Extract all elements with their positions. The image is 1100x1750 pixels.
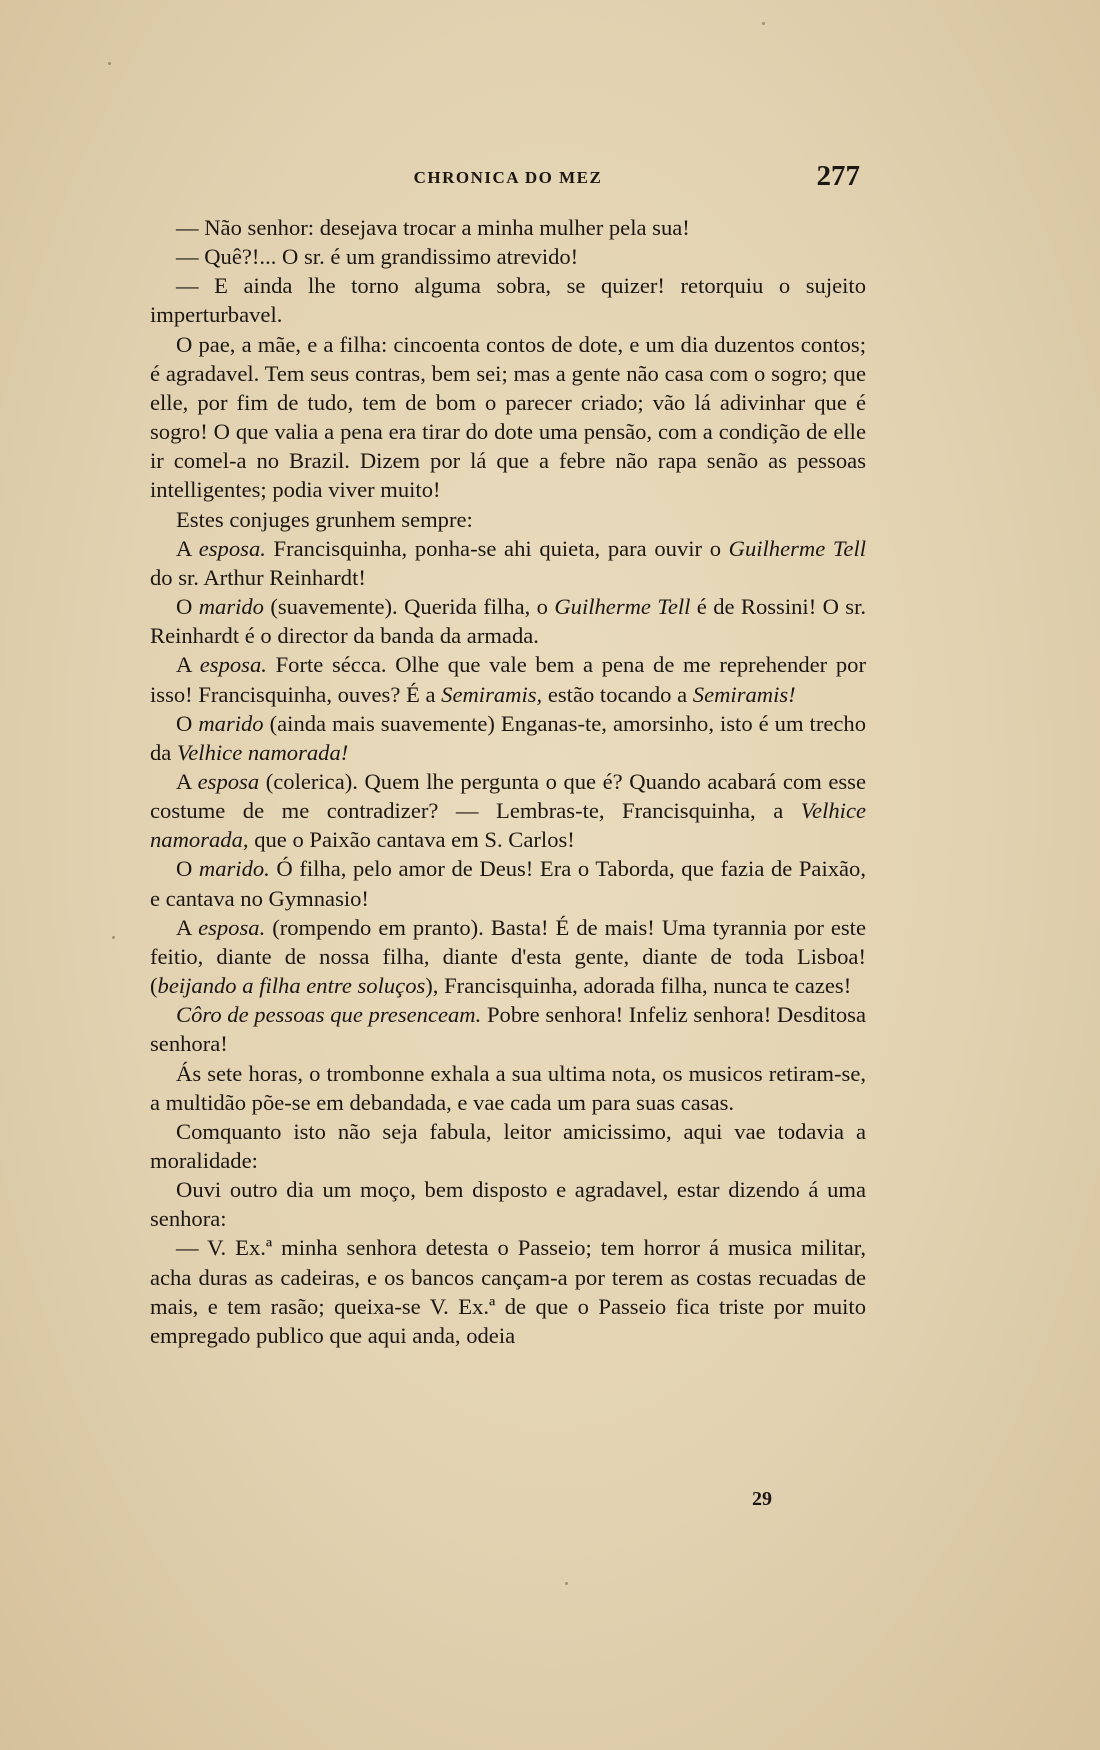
italic-text: beijando a filha entre soluços: [157, 973, 426, 999]
text-run: — Quê?!... O sr. é um grandissimo atrevido!: [176, 244, 579, 270]
paragraph: [150, 1059, 866, 1117]
text-run: Forte sécca. Olhe que vale bem a pena de me reprehender por isso! Francisquinha, ouves? É a: [150, 652, 867, 707]
text-run: (rompendo em pranto). Basta! É de mais! Uma tyrannia por este feitio, diante de nossa filha, diante d'esta gente, diante de toda Lisboa! (: [150, 914, 866, 999]
text-run: ), Francisquinha, adorada filha, nunca te cazes!: [425, 973, 852, 999]
text-run: A: [176, 652, 200, 678]
body-text: [150, 213, 866, 1350]
italic-text: esposa.: [198, 914, 266, 940]
italic-text: marido: [198, 710, 264, 736]
italic-text: Velhice namorada!: [176, 739, 349, 765]
text-run: — V. Ex.ª minha senhora detesta o Passeio; tem horror á musica militar, acha duras as cadeiras, e os bancos cançam-a por terem as costas recuadas de mais, e tem rasão; queixa-se V. Ex.ª de que o Passeio fica triste por muito empregado publico que aqui anda, odeia: [150, 1235, 866, 1348]
italic-text: Semiramis!: [692, 681, 796, 707]
text-run: Francisquinha, ponha-se ahi quieta, para ouvir o: [265, 535, 729, 561]
paragraph: [150, 534, 866, 592]
text-run: Pobre senhora! Infeliz senhora! Desditosa senhora!: [150, 1002, 867, 1057]
italic-text: Guilherme Tell: [554, 594, 691, 620]
italic-text: Guilherme Tell: [728, 535, 866, 561]
paragraph: [150, 1117, 866, 1175]
text-run: — Não senhor: desejava trocar a minha mulher pela sua!: [176, 215, 690, 240]
text-run: (suavemente). Querida filha, o: [263, 594, 555, 620]
text-run: Ó filha, pelo amor de Deus! Era o Taborda, que fazia de Paixão, e cantava no Gymnasio!: [150, 856, 866, 911]
paragraph: [150, 767, 866, 854]
text-run: O: [176, 856, 199, 882]
paragraph: [150, 854, 866, 912]
text-run: Ouvi outro dia um moço, bem disposto e agradavel, estar dizendo á uma senhora:: [150, 1177, 866, 1232]
text-run: — E ainda lhe torno alguma sobra, se quizer! retorquiu o sujeito imperturbavel.: [150, 273, 866, 328]
text-run: A: [176, 768, 198, 794]
paragraph: [150, 330, 866, 505]
italic-text: Velhice namorada,: [150, 798, 866, 853]
paragraph: [150, 592, 866, 650]
paper-speck: [108, 62, 111, 65]
italic-text: marido.: [198, 856, 270, 882]
text-run: O pae, a mãe, e a filha: cincoenta contos de dote, e um dia duzentos contos; é agradavel. Tem seus contras, bem sei; mas a gente não casa com o sogro; que elle, por fim de tudo, tem de bom o parecer criado; vão lá adivinhar que é sogro! O que valia a pena era tirar do dote uma pensão, com a condição de elle ir comel-a no Brazil. Dizem por lá que a febre não rapa senão as pessoas intelligentes; podia viver muito!: [150, 331, 866, 503]
paragraph: [150, 242, 866, 271]
italic-text: Semiramis,: [441, 681, 543, 707]
text-run: Comquanto isto não seja fabula, leitor amicissimo, aqui vae todavia a moralidade:: [150, 1118, 866, 1173]
italic-text: esposa.: [198, 535, 266, 561]
text-run: (ainda mais suavemente) Enganas-te, amorsinho, isto é um trecho da: [150, 710, 866, 765]
paragraph: [150, 913, 866, 1000]
text-run: é de Rossini! O sr. Reinhardt é o director da banda da armada.: [150, 594, 867, 649]
text-run: que o Paixão cantava em S. Carlos!: [248, 827, 575, 853]
italic-text: Côro de pessoas que presenceam.: [176, 1002, 482, 1028]
italic-text: marido: [198, 594, 264, 620]
paper-speck: [565, 1582, 568, 1585]
text-run: do sr. Arthur Reinhardt!: [150, 564, 366, 590]
paragraph: [150, 271, 866, 329]
text-run: Estes conjuges grunhem sempre:: [176, 506, 473, 532]
text-run: Ás sete horas, o trombonne exhala a sua ultima nota, os musicos retiram-se, a multidão põe-se em debandada, e vae cada um para suas casas.: [150, 1060, 866, 1115]
page-number: 277: [816, 160, 860, 192]
paragraph: [150, 650, 866, 708]
text-run: A: [176, 535, 199, 561]
page-header: [150, 160, 866, 200]
paper-speck: [112, 936, 115, 939]
paper-speck: [762, 22, 765, 25]
text-run: estão tocando a: [542, 681, 693, 707]
paragraph: [150, 213, 866, 242]
text-run: O: [176, 710, 199, 736]
paragraph: [150, 505, 866, 534]
paragraph: [150, 1233, 866, 1350]
text-run: A: [176, 914, 199, 940]
text-run: (colerica). Quem lhe pergunta o que é? Quando acabará com esse costume de me contradizer? — Lembras-te, Francisquinha, a: [150, 768, 866, 824]
paragraph: [150, 1175, 866, 1233]
paragraph: [150, 1000, 866, 1058]
italic-text: esposa.: [199, 652, 267, 678]
italic-text: esposa: [197, 768, 260, 794]
running-head: CHRONICA DO MEZ: [413, 168, 603, 187]
signature-mark: 29: [752, 1488, 772, 1510]
text-run: O: [176, 594, 199, 620]
paragraph: [150, 709, 866, 767]
